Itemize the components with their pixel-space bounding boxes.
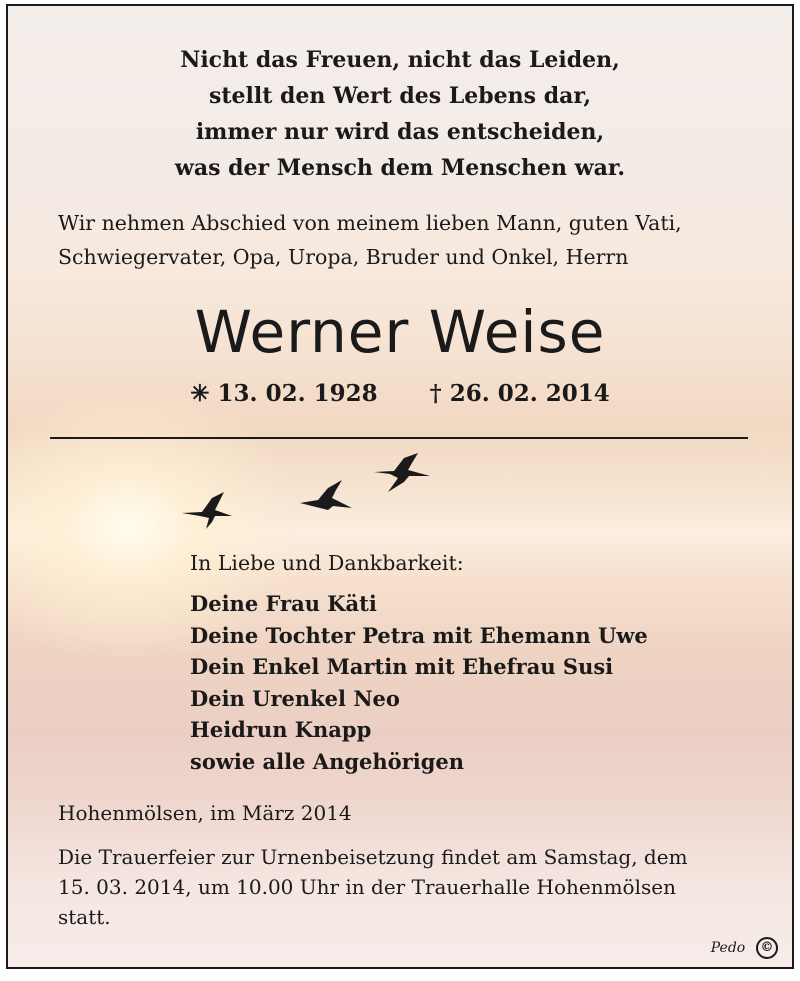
- family-member: Dein Enkel Martin mit Ehefrau Susi: [190, 654, 614, 679]
- intro-line: Wir nehmen Abschied von meinem lieben Mann, guten Vati,: [58, 211, 682, 235]
- family-member: Deine Tochter Petra mit Ehemann Uwe: [190, 622, 648, 648]
- intro-line: Schwiegervater, Opa, Uropa, Bruder und Onkel, Herrn: [58, 245, 629, 269]
- ceremony-notice: [58, 842, 688, 932]
- memorial-quote: [8, 42, 792, 186]
- obituary-card: [6, 4, 794, 969]
- crane-bird-icon: [182, 492, 232, 529]
- farewell-intro: [58, 206, 682, 274]
- designer-signature: [711, 937, 778, 959]
- family-list: [190, 588, 648, 777]
- quote-line: was der Mensch dem Menschen war.: [174, 155, 626, 181]
- family-member: Heidrun Knapp: [190, 717, 372, 742]
- family-member: Deine Frau Käti: [190, 591, 377, 616]
- death-cross-icon: †: [429, 380, 442, 407]
- ceremony-line: Die Trauerfeier zur Urnenbeisetzung findet am Samstag, dem: [58, 845, 688, 869]
- birth-star-icon: ✳: [190, 380, 210, 407]
- signature-text: Pedo: [710, 940, 746, 956]
- birth-date: 13. 02. 1928: [217, 380, 378, 407]
- flying-cranes: [168, 446, 448, 546]
- quote-line: stellt den Wert des Lebens dar,: [208, 83, 592, 109]
- place-and-date: Hohenmölsen, im März 2014: [58, 801, 352, 825]
- crane-bird-icon: [374, 453, 430, 492]
- family-member: Dein Urenkel Neo: [190, 685, 400, 711]
- divider-line: [50, 437, 748, 439]
- deceased-name: Werner Weise: [194, 298, 606, 366]
- crane-bird-icon: [300, 480, 352, 510]
- family-member: sowie alle Angehörigen: [190, 748, 465, 774]
- quote-line: Nicht das Freuen, nicht das Leiden,: [180, 47, 620, 73]
- life-dates: [8, 380, 792, 407]
- ceremony-line: statt.: [58, 905, 111, 929]
- thanks-heading: In Liebe und Dankbarkeit:: [190, 551, 464, 575]
- death-date: 26. 02. 2014: [449, 380, 610, 407]
- ceremony-line: 15. 03. 2014, um 10.00 Uhr in der Trauerhalle Hohenmölsen: [58, 875, 676, 899]
- quote-line: immer nur wird das entscheiden,: [195, 119, 605, 145]
- copyright-icon: ©: [756, 937, 778, 959]
